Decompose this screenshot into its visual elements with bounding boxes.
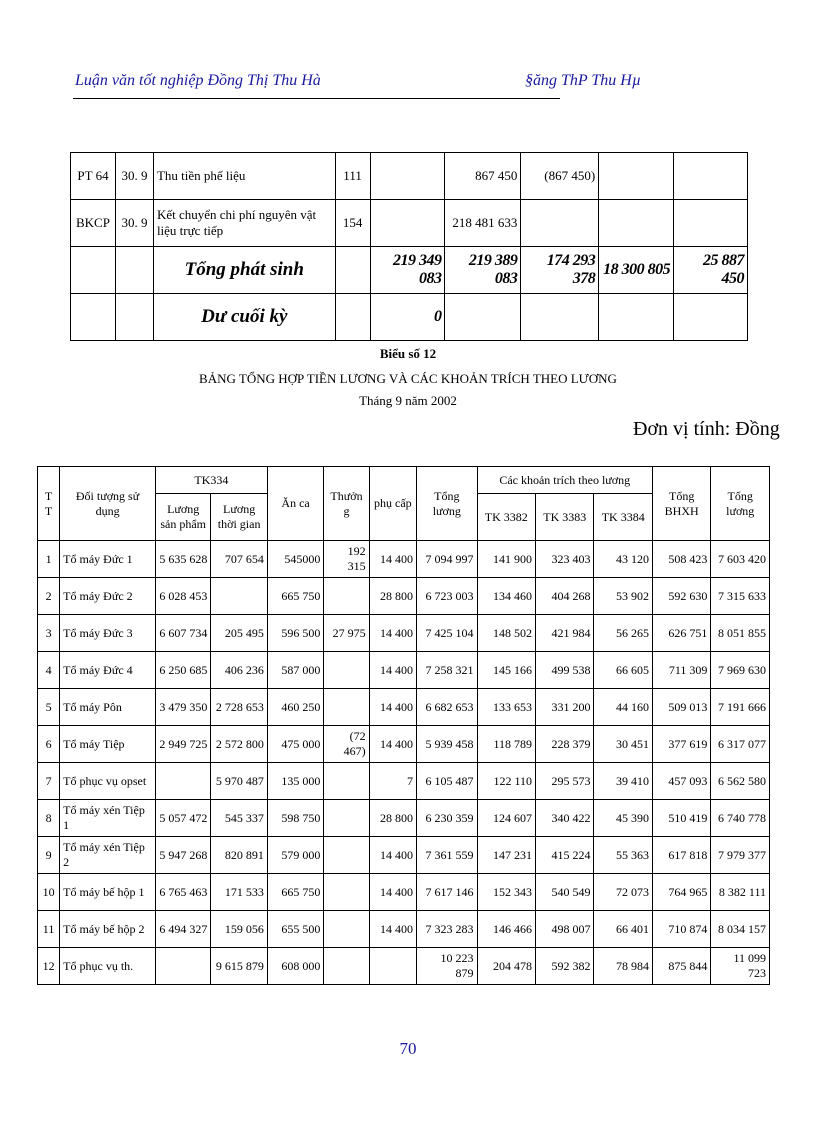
table-cell: 78 984 [594, 948, 652, 985]
ledger-cell: 111 [335, 153, 370, 200]
header-tk3383: TK 3383 [536, 494, 594, 541]
salary-summary-table [37, 466, 770, 985]
table-cell: 7 315 633 [711, 578, 770, 615]
table-cell: 6 740 778 [711, 800, 770, 837]
table-row [38, 763, 770, 800]
ledger-body [71, 153, 748, 341]
table-cell: 7 094 997 [417, 541, 477, 578]
table-cell: Tổ máy Đức 3 [60, 615, 156, 652]
table-cell: 598 750 [267, 800, 323, 837]
table-cell: 9 615 879 [211, 948, 267, 985]
table-cell: 545000 [267, 541, 323, 578]
header-thuong: Thưởn g [324, 467, 369, 541]
header-subject: Đối tượng sử dụng [60, 467, 156, 541]
table-cell: 2 728 653 [211, 689, 267, 726]
table-cell: 592 630 [652, 578, 710, 615]
table-cell: 8 034 157 [711, 911, 770, 948]
table-row [38, 615, 770, 652]
bieu-so-label: Biểu số 12 [379, 346, 437, 361]
ledger-cell [674, 200, 748, 247]
table-row [38, 689, 770, 726]
table-cell: 6 765 463 [155, 874, 210, 911]
table-cell [155, 763, 210, 800]
table-cell: 228 379 [536, 726, 594, 763]
table-cell: 6 562 580 [711, 763, 770, 800]
ledger-cell [521, 200, 599, 247]
table-cell: 457 093 [652, 763, 710, 800]
table-cell: 4 [38, 652, 60, 689]
table-cell: 7 425 104 [417, 615, 477, 652]
table-cell: 134 460 [477, 578, 535, 615]
table-cell [324, 652, 369, 689]
ledger-cell: Kết chuyển chi phí nguyên vật liệu trực tiếp [153, 200, 335, 247]
ledger-cell: (867 450) [521, 153, 599, 200]
table-cell: 331 200 [536, 689, 594, 726]
table-cell [324, 578, 369, 615]
salary-summary-body [38, 541, 770, 985]
ledger-cell: PT 64 [71, 153, 116, 200]
table-cell: 295 573 [536, 763, 594, 800]
table-cell [324, 763, 369, 800]
table-cell: 7 603 420 [711, 541, 770, 578]
table-cell: 508 423 [652, 541, 710, 578]
table-cell: 14 400 [369, 911, 416, 948]
table-cell: 6 317 077 [711, 726, 770, 763]
table-cell: Tổ máy bế hộp 2 [60, 911, 156, 948]
table-cell: Tổ phục vụ opset [60, 763, 156, 800]
table-cell: 655 500 [267, 911, 323, 948]
table-cell: Tổ máy Pôn [60, 689, 156, 726]
table-cell: 66 401 [594, 911, 652, 948]
table-cell: 626 751 [652, 615, 710, 652]
table-cell: 171 533 [211, 874, 267, 911]
ledger-cell: 30. 9 [115, 200, 153, 247]
table-cell: 406 236 [211, 652, 267, 689]
ledger-balance-row [71, 294, 748, 341]
table-cell: 6 250 685 [155, 652, 210, 689]
table-cell: 7 323 283 [417, 911, 477, 948]
table-cell: 415 224 [536, 837, 594, 874]
balance-cell: 0 [370, 294, 445, 341]
ledger-cell: 154 [335, 200, 370, 247]
table-cell: 146 466 [477, 911, 535, 948]
table-cell: 460 250 [267, 689, 323, 726]
table-cell: 10 [38, 874, 60, 911]
table-cell: 587 000 [267, 652, 323, 689]
table-cell: 7 [38, 763, 60, 800]
ledger-continuation-table [70, 152, 748, 341]
table-cell: 147 231 [477, 837, 535, 874]
table-cell: 56 265 [594, 615, 652, 652]
table-cell: 9 [38, 837, 60, 874]
table-cell: 7 258 321 [417, 652, 477, 689]
table-cell: Tổ máy Đức 2 [60, 578, 156, 615]
table-cell: 608 000 [267, 948, 323, 985]
table-cell: 192 315 [324, 541, 369, 578]
table-cell: 133 653 [477, 689, 535, 726]
ledger-row [71, 200, 748, 247]
header-khoan-trich: Các khoản trích theo lương [477, 467, 652, 494]
table-cell: Tổ máy Tiệp [60, 726, 156, 763]
table-cell: 7 979 377 [711, 837, 770, 874]
unit-label: Đơn vị tính: Đồng [633, 418, 780, 440]
table-cell: 159 056 [211, 911, 267, 948]
table-cell: 55 363 [594, 837, 652, 874]
table-cell: 7 [369, 763, 416, 800]
table-row [38, 800, 770, 837]
header-tk3384: TK 3384 [594, 494, 652, 541]
table-cell: 5 947 268 [155, 837, 210, 874]
table-cell: 509 013 [652, 689, 710, 726]
table-cell: (72 467) [324, 726, 369, 763]
table-cell: 2 [38, 578, 60, 615]
table-cell: 2 572 800 [211, 726, 267, 763]
table-cell: 148 502 [477, 615, 535, 652]
ledger-total-row [71, 247, 748, 294]
ledger-cell: BKCP [71, 200, 116, 247]
table-cell: 204 478 [477, 948, 535, 985]
table-cell: 875 844 [652, 948, 710, 985]
table-cell: 6 028 453 [155, 578, 210, 615]
total-cell: 219 349 083 [370, 247, 445, 294]
table-cell: 592 382 [536, 948, 594, 985]
table-cell: 45 390 [594, 800, 652, 837]
table-row [38, 652, 770, 689]
table-cell: 6 494 327 [155, 911, 210, 948]
ledger-cell [599, 200, 674, 247]
table-cell: 53 902 [594, 578, 652, 615]
table-cell: 66 605 [594, 652, 652, 689]
table-cell: 8 382 111 [711, 874, 770, 911]
table-cell: 14 400 [369, 726, 416, 763]
table-row [38, 911, 770, 948]
table-cell: 545 337 [211, 800, 267, 837]
header-luong-sp: Lương sản phẩm [155, 494, 210, 541]
page-number: 70 [399, 1039, 417, 1058]
table-cell: 122 110 [477, 763, 535, 800]
table-row [38, 837, 770, 874]
header-tk3382: TK 3382 [477, 494, 535, 541]
table-cell: 7 361 559 [417, 837, 477, 874]
total-label: Tổng phát sinh [153, 247, 335, 294]
table-cell: 6 682 653 [417, 689, 477, 726]
table-cell: 10 223 879 [417, 948, 477, 985]
table-cell: 14 400 [369, 689, 416, 726]
table-cell: 14 400 [369, 874, 416, 911]
table-row [38, 948, 770, 985]
table-cell: 6 723 003 [417, 578, 477, 615]
table-cell: 124 607 [477, 800, 535, 837]
table-cell: Tổ phục vụ th. [60, 948, 156, 985]
table-cell: 145 166 [477, 652, 535, 689]
ledger-cell: 867 450 [445, 153, 521, 200]
table-cell: 11 [38, 911, 60, 948]
table-cell: 617 818 [652, 837, 710, 874]
table-row [38, 726, 770, 763]
table-cell: Tổ máy bế hộp 1 [60, 874, 156, 911]
table-row [38, 541, 770, 578]
table-cell: 12 [38, 948, 60, 985]
table-cell: 665 750 [267, 874, 323, 911]
ledger-cell: 218 481 633 [445, 200, 521, 247]
table-cell: 820 891 [211, 837, 267, 874]
table-cell: 596 500 [267, 615, 323, 652]
table-cell: 118 789 [477, 726, 535, 763]
balance-label: Dư cuối kỳ [153, 294, 335, 341]
table-cell: 7 617 146 [417, 874, 477, 911]
table-cell: 579 000 [267, 837, 323, 874]
total-cell: 25 887 450 [674, 247, 748, 294]
table-cell: 6 607 734 [155, 615, 210, 652]
table-cell: 43 120 [594, 541, 652, 578]
table-cell: 30 451 [594, 726, 652, 763]
table-cell: 5 635 628 [155, 541, 210, 578]
table-cell: 152 343 [477, 874, 535, 911]
table-cell: 72 073 [594, 874, 652, 911]
table-row [38, 578, 770, 615]
table-cell: Tổ máy xén Tiệp 2 [60, 837, 156, 874]
table-cell: Tổ máy Đức 4 [60, 652, 156, 689]
table-cell: 510 419 [652, 800, 710, 837]
header-tk334: TK334 [155, 467, 267, 494]
table-cell: 8 051 855 [711, 615, 770, 652]
table-cell: 14 400 [369, 615, 416, 652]
table-cell: 28 800 [369, 578, 416, 615]
header-tong-luong-2: Tổng lương [711, 467, 770, 541]
table-cell: 540 549 [536, 874, 594, 911]
table-cell [324, 948, 369, 985]
table-cell [324, 800, 369, 837]
ledger-cell [370, 153, 445, 200]
header-tong-bhxh: Tổng BHXH [652, 467, 710, 541]
table-cell: 8 [38, 800, 60, 837]
table-cell [211, 578, 267, 615]
table-cell: 710 874 [652, 911, 710, 948]
table-cell: 135 000 [267, 763, 323, 800]
table-cell [324, 689, 369, 726]
ledger-cell: Thu tiền phế liệu [153, 153, 335, 200]
ledger-cell [370, 200, 445, 247]
table-cell [324, 911, 369, 948]
table-cell: 44 160 [594, 689, 652, 726]
ledger-cell: 30. 9 [115, 153, 153, 200]
table-cell: 141 900 [477, 541, 535, 578]
table-cell: 7 969 630 [711, 652, 770, 689]
table-cell: 475 000 [267, 726, 323, 763]
table-cell: 5 939 458 [417, 726, 477, 763]
table-cell: 707 654 [211, 541, 267, 578]
table-cell: 14 400 [369, 837, 416, 874]
header-an-ca: Ăn ca [267, 467, 323, 541]
table-cell: 5 057 472 [155, 800, 210, 837]
table-cell: 205 495 [211, 615, 267, 652]
table-cell: 3 [38, 615, 60, 652]
ledger-cell [599, 153, 674, 200]
table-cell: 5 [38, 689, 60, 726]
table-cell [369, 948, 416, 985]
table-cell: 5 970 487 [211, 763, 267, 800]
table-cell [155, 948, 210, 985]
table-cell [324, 874, 369, 911]
table-cell: 764 965 [652, 874, 710, 911]
header-phu-cap: phụ cấp [369, 467, 416, 541]
table-cell: 404 268 [536, 578, 594, 615]
table-cell: 2 949 725 [155, 726, 210, 763]
table-cell: 14 400 [369, 652, 416, 689]
table-cell: 377 619 [652, 726, 710, 763]
header-tt: T T [38, 467, 60, 541]
table-cell: 6 230 359 [417, 800, 477, 837]
table-cell: 39 410 [594, 763, 652, 800]
table-cell: 6 [38, 726, 60, 763]
table-cell [324, 837, 369, 874]
table-cell: 11 099 723 [711, 948, 770, 985]
table-cell: Tổ máy xén Tiệp 1 [60, 800, 156, 837]
total-cell: 18 300 805 [599, 247, 674, 294]
table-cell: Tổ máy Đức 1 [60, 541, 156, 578]
table-cell: 3 479 350 [155, 689, 210, 726]
table-cell: 499 538 [536, 652, 594, 689]
table-cell: 323 403 [536, 541, 594, 578]
table-title: BẢNG TỔNG HỢP TIỀN LƯƠNG VÀ CÁC KHOẢN TRÍCH THEO LƯƠNG [199, 371, 617, 386]
table-cell: 1 [38, 541, 60, 578]
table-cell: 421 984 [536, 615, 594, 652]
month-label: Tháng 9 năm 2002 [359, 393, 457, 408]
table-cell: 14 400 [369, 541, 416, 578]
table-cell: 711 309 [652, 652, 710, 689]
table-cell: 340 422 [536, 800, 594, 837]
header-tong-luong-1: Tổng lương [417, 467, 477, 541]
header-luong-tg: Lương thời gian [211, 494, 267, 541]
table-cell: 27 975 [324, 615, 369, 652]
table-cell: 28 800 [369, 800, 416, 837]
total-cell: 219 389 083 [445, 247, 521, 294]
ledger-cell [674, 153, 748, 200]
table-cell: 498 007 [536, 911, 594, 948]
header-right: §ăng ThP Thu Hµ [525, 72, 642, 89]
table-cell: 6 105 487 [417, 763, 477, 800]
ledger-row [71, 153, 748, 200]
total-cell: 174 293 378 [521, 247, 599, 294]
table-cell: 665 750 [267, 578, 323, 615]
table-row [38, 874, 770, 911]
header-left: Luận văn tốt nghiệp Đồng Thị Thu Hà [75, 72, 321, 89]
table-cell: 7 191 666 [711, 689, 770, 726]
header-rule [73, 98, 560, 99]
